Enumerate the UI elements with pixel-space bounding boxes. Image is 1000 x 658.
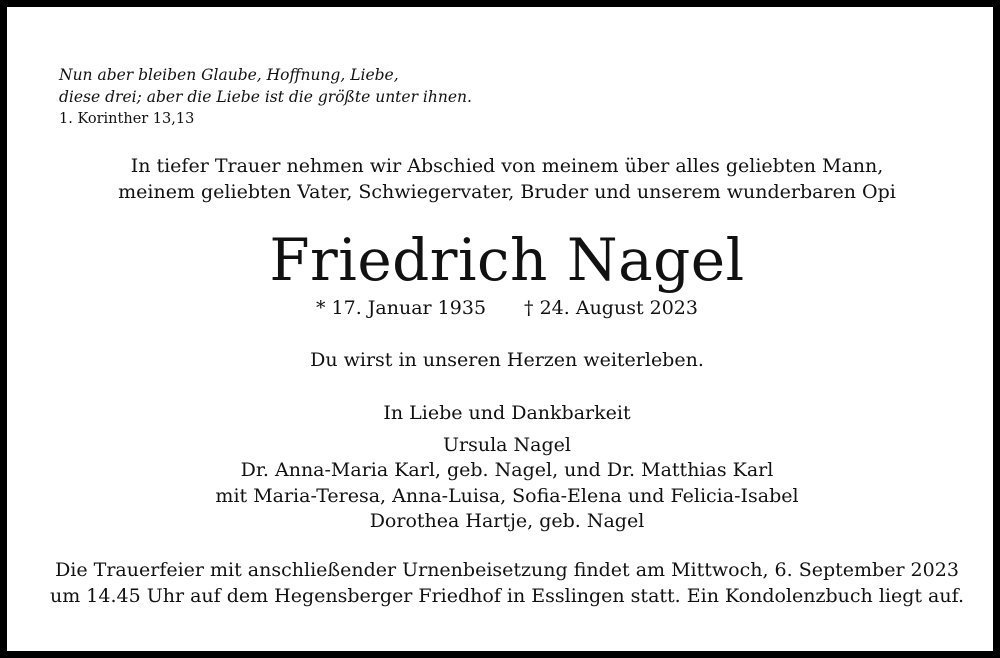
signer-line: Dr. Anna-Maria Karl, geb. Nagel, und Dr. Matthias Karl	[240, 459, 774, 481]
quote-reference: 1. Korinther 13,13	[59, 111, 195, 127]
funeral-info	[7, 557, 1000, 609]
bible-quote	[59, 64, 472, 130]
quote-line: diese drei; aber die Liebe ist die größte unter ihnen.	[59, 88, 472, 106]
signer-line: Dorothea Hartje, geb. Nagel	[369, 510, 645, 532]
signers-heading: In Liebe und Dankbarkeit	[383, 402, 631, 424]
signers-block	[7, 401, 1000, 535]
birth-date: * 17. Januar 1935	[316, 297, 487, 319]
intro-line: meinem geliebten Vater, Schwiegervater, Bruder und unserem wunderbaren Opi	[118, 181, 896, 203]
motto: Du wirst in unseren Herzen weiterleben.	[310, 349, 704, 371]
death-date: † 24. August 2023	[524, 297, 698, 319]
signer-line: mit Maria-Teresa, Anna-Luisa, Sofia-Elena und Felicia-Isabel	[215, 484, 799, 507]
intro-line: In tiefer Trauer nehmen wir Abschied von meinem über alles geliebten Mann,	[130, 155, 884, 177]
quote-line: Nun aber bleiben Glaube, Hoffnung, Liebe,	[59, 66, 399, 84]
funeral-info-line: Die Trauerfeier mit anschließender Urnenbeisetzung findet am Mittwoch, 6. September 2023	[55, 559, 959, 581]
intro-text	[7, 153, 1000, 205]
life-dates	[7, 295, 1000, 321]
funeral-info-line: um 14.45 Uhr auf dem Hegensberger Friedhof in Esslingen statt. Ein Kondolenzbuch liegt auf.	[49, 585, 965, 607]
signer-line: Ursula Nagel	[443, 433, 571, 456]
deceased-name: Friedrich Nagel	[269, 226, 745, 294]
